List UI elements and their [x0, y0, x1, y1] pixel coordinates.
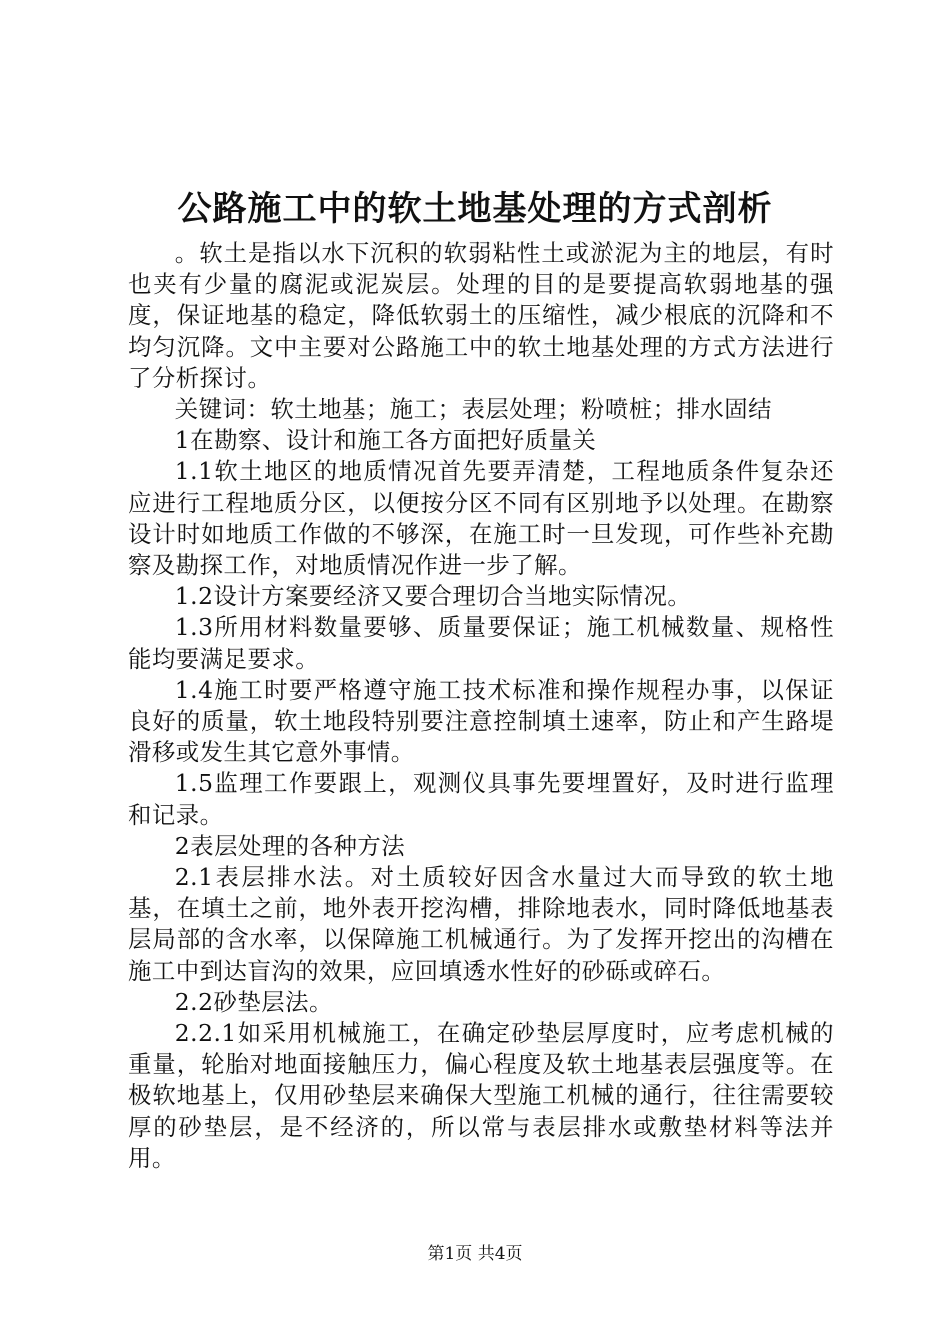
- paragraph-2-1: 2.1表层排水法。对土质较好因含水量过大而导致的软土地基，在填土之前，地外表开挖沟槽，排除地表水，同时降低地基表层局部的含水率，以保障施工机械通行。为了发挥开挖出的沟槽在施工中到达盲沟的效果，应回填透水性好的砂砾或碎石。: [128, 863, 834, 985]
- keywords-paragraph: 关键词：软土地基；施工；表层处理；粉喷桩；排水固结: [174, 395, 773, 424]
- paragraph-1-1: 1.1软土地区的地质情况首先要弄清楚，工程地质条件复杂还应进行工程地质分区，以便按分区不同有区别地予以处理。在勘察设计时如地质工作做的不够深，在施工时一旦发现，可作些补充勘察及勘探工作，对地质情况作进一步了解。: [128, 457, 834, 580]
- paragraph-1-2: 1.2设计方案要经济又要合理切合当地实际情况。: [174, 582, 692, 611]
- section-heading-1: 1在勘察、设计和施工各方面把好质量关: [174, 426, 597, 455]
- section-heading-2: 2表层处理的各种方法: [174, 831, 406, 860]
- abstract-paragraph: 。软土是指以水下沉积的软弱粘性土或淤泥为主的地层，有时也夹有少量的腐泥或泥炭层。处理的目的是要提高软弱地基的强度，保证地基的稳定，降低软弱土的压缩性，减少根底的沉降和不均匀沉降。文中主要对公路施工中的软土地基处理的方式方法进行了分析探讨。: [128, 239, 834, 392]
- paragraph-1-5: 1.5监理工作要跟上，观测仪具事先要埋置好，及时进行监理和记录。: [128, 769, 834, 829]
- document-title: 公路施工中的软土地基处理的方式剖析: [177, 189, 773, 229]
- page-number-footer: 第1页 共4页: [427, 1244, 523, 1264]
- document-body: [128, 238, 834, 1174]
- paragraph-1-4: 1.4施工时要严格遵守施工技术标准和操作规程办事，以保证良好的质量，软土地段特别要注意控制填土速率，防止和产生路堤滑移或发生其它意外事情。: [128, 675, 834, 767]
- paragraph-1-3: 1.3所用材料数量要够、质量要保证；施工机械数量、规格性能均要满足要求。: [128, 613, 834, 673]
- paragraph-2-2: 2.2砂垫层法。: [174, 987, 333, 1016]
- paragraph-2-2-1: 2.2.1如采用机械施工，在确定砂垫层厚度时，应考虑机械的重量，轮胎对地面接触压力，偏心程度及软土地基表层强度等。在极软地基上，仅用砂垫层来确保大型施工机械的通行，往往需要较厚的砂垫层，是不经济的，所以常与表层排水或敷垫材料等法并用。: [128, 1019, 834, 1172]
